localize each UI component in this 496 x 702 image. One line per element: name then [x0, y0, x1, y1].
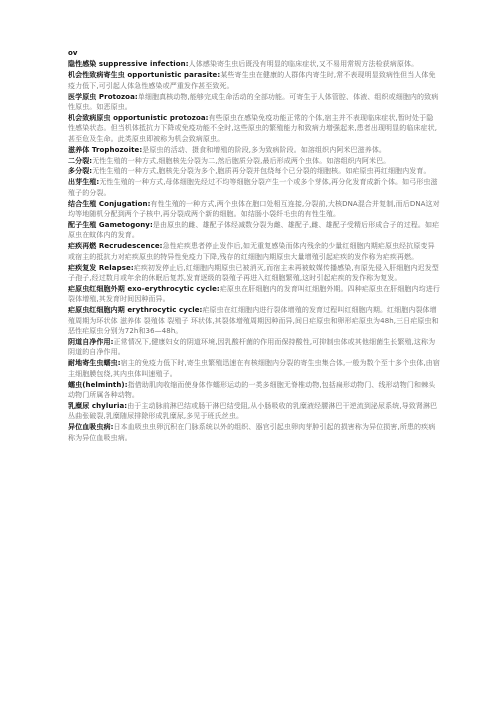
glossary-entry — [68, 337, 440, 358]
entry-term: 二分裂: — [68, 156, 93, 165]
entry-term: 疟原虫红细胞内期 erythrocytic cycle: — [68, 306, 203, 315]
entry-definition: 疟原虫在肝细胞内的发育叫红细胞外期。四种疟原虫在肝细胞内均进行裂体增殖,其发育时间因种而异。 — [68, 284, 440, 304]
entry-term: 疟疾复发 Relapse: — [68, 263, 134, 272]
glossary-entries — [68, 59, 440, 443]
entry-term: 机会性致病寄生虫 opportunistic parasite: — [68, 71, 221, 80]
entry-definition: 有性生殖的一种方式,两个虫体在胞口处相互连接,分裂前,大核DNA混合并复制,而后DNA这对均等地随机分配到两个子核中,再分裂成两个新的细胞。如结肠小袋纤毛虫的有性生殖。 — [68, 199, 440, 219]
entry-definition: 疟原虫在红细胞内进行裂体增殖的发育过程叫红细胞内期。红细胞内裂体增殖周期为环状体 滋养体 裂殖体 裂殖子 环状体,其裂体增殖周期因种而异,间日疟原虫和卵形疟原虫为48h,三日疟原虫和恶性疟原虫分别为72h和36—48h。 — [68, 306, 439, 336]
glossary-entry — [68, 220, 440, 241]
entry-term: 医学原虫 Protozoa: — [68, 92, 138, 101]
glossary-entry — [68, 422, 440, 443]
entry-definition: 宿主的免疫力低下时,寄生虫繁殖迅速在有核细胞内分裂的寄生虫集合体,一般为数个至十多个虫体,由宿主细胞膜包绕,其内虫体叫速殖子。 — [68, 359, 440, 378]
document-page — [68, 48, 440, 444]
entry-term: 蠕虫(helminth): — [68, 380, 128, 389]
glossary-entry — [68, 166, 440, 176]
glossary-entry — [68, 156, 440, 166]
glossary-entry — [68, 263, 440, 284]
glossary-entry — [68, 92, 440, 113]
entry-definition: 指借助肌肉收缩而使身体作蠕形运动的一类多细胞无脊椎动物,包括扁形动物门、线形动物门和棘头动物门所属各种动物。 — [68, 380, 436, 399]
entry-definition: 无性生殖的一种方式,母体细胞先经过不均等细胞分裂产生一个或多个芽体,再分化发育成新个体。如弓形虫滋殖子的分裂。 — [68, 178, 438, 197]
glossary-entry — [68, 241, 440, 262]
entry-term: 出芽生殖: — [68, 178, 100, 187]
glossary-entry — [68, 358, 440, 379]
entry-term: 异位血吸虫病: — [68, 423, 114, 432]
glossary-entry — [68, 59, 440, 69]
entry-term: 乳糜尿 chyluria: — [68, 401, 128, 410]
entry-term: 耐地寄生虫蠕虫: — [68, 359, 121, 368]
entry-term: 疟疾再燃 Recrudescence: — [68, 242, 163, 251]
entry-definition: 是原虫的活动、摄食和增殖的阶段,多为致病阶段。如溶组织内阿米巴滋养体。 — [142, 145, 387, 154]
glossary-entry — [68, 305, 440, 336]
entry-definition: 单细胞真核动物,能够完成生命活动的全部功能。可寄生于人体管腔、体液、组织或细胞内的致病性原虫。如恶原虫。 — [68, 92, 439, 112]
entry-definition: 有些原虫在感染免疫功能正常的个体,宿主并不表现临床症状,暂时处于隐性感染状态。但当机体抵抗力下降或免疫功能不全时,这些原虫的繁殖能力和致病力增强起来,患者出现明显的临床症状,甚至危及生命。此类原虫即被称为机会致病原虫。 — [68, 113, 438, 143]
glossary-entry — [68, 284, 440, 305]
entry-term: 滋养体 Trophozoite: — [68, 145, 143, 154]
entry-definition: 日本血吸虫虫卵沉积在门脉系统以外的组织、器官引起虫卵肉芽肿引起的损害称为异位损害,所患的疾病称为异位血吸虫病。 — [68, 423, 436, 442]
entry-term: 阴道自净作用: — [68, 337, 114, 346]
entry-term: 疟原虫红细胞外期 exo-erythrocytic cycle: — [68, 284, 220, 293]
entry-definition: 某些寄生虫在健康的人群体内寄生时,常不表现明显致病性但当人体免疫力低下,可引起人体急性感染或严重发作甚至致死。 — [68, 71, 436, 90]
glossary-entry — [68, 177, 440, 198]
entry-definition: 由于主动脉前淋巴结或肠干淋巴结受阻,从小肠吸收的乳糜液经腰淋巴干逆流到泌尿系统,导致肾淋巴丛曲张破裂,乳糜随尿排除形成乳糜尿,多见于班氏丝虫。 — [68, 401, 438, 421]
entry-definition: 急性疟疾患者停止发作后,如无重复感染而体内残余的少量红细胞内期疟原虫经抗原变异或宿主的抵抗力对疟疾原虫的特异性免疫力下降,残存的红细胞内期原虫大量增殖引起疟疾的发作称为疟疾再燃。 — [68, 242, 435, 261]
entry-definition: 人体感染寄生虫后既没有明显的临床症状,又不易用常规方法检获病原体。 — [188, 60, 419, 69]
glossary-entry — [68, 145, 440, 155]
entry-term: 配子生殖 Gametogony: — [68, 221, 153, 229]
entry-term: 隐性感染 suppressive infection: — [68, 60, 189, 69]
entry-definition: 正常情况下,健康妇女的阴道环境,因乳酸杆菌的作用而保持酸性,可抑制虫体或其他细菌生长繁殖,这称为阴道的自净作用。 — [68, 337, 436, 357]
glossary-entry — [68, 380, 440, 401]
entry-definition: 无性生殖的一种方式,细胞核先分裂为二,然后胞质分裂,最后形成两个虫体。如溶组织内阿米巴。 — [92, 156, 391, 165]
entry-term: 结合生殖 Conjugation: — [68, 199, 151, 208]
entry-definition: 是由原虫的雌、雄配子体经减数分裂为雌、雄配子,雌、雄配子受精后形成合子的过程。如疟原虫在蚊体内的发育。 — [68, 221, 440, 240]
page-title: ov — [68, 49, 78, 57]
glossary-entry — [68, 70, 440, 91]
entry-definition: 疟疾初发停止后,红细胞内期原虫已被消灭,而宿主未再被蚊媒传播感染,有原先侵入肝细胞内迟发型子孢子,经过数月或年余的休眠后复苏,发育逐级的裂殖子再进入红细胞繁殖,这时引起疟疾的发作称为复发。 — [68, 263, 439, 283]
entry-term: 多分裂: — [68, 167, 93, 176]
entry-definition: 无性生殖的一种方式,胞核先分裂为多个,胞质再分裂并包绕每个已分裂的细胞核。如疟原虫再红细胞内发育。 — [92, 167, 431, 176]
glossary-entry — [68, 401, 440, 422]
glossary-entry — [68, 113, 440, 144]
glossary-entry — [68, 199, 440, 220]
entry-term: 机会致病原虫 opportunistic protozoa: — [68, 113, 209, 122]
